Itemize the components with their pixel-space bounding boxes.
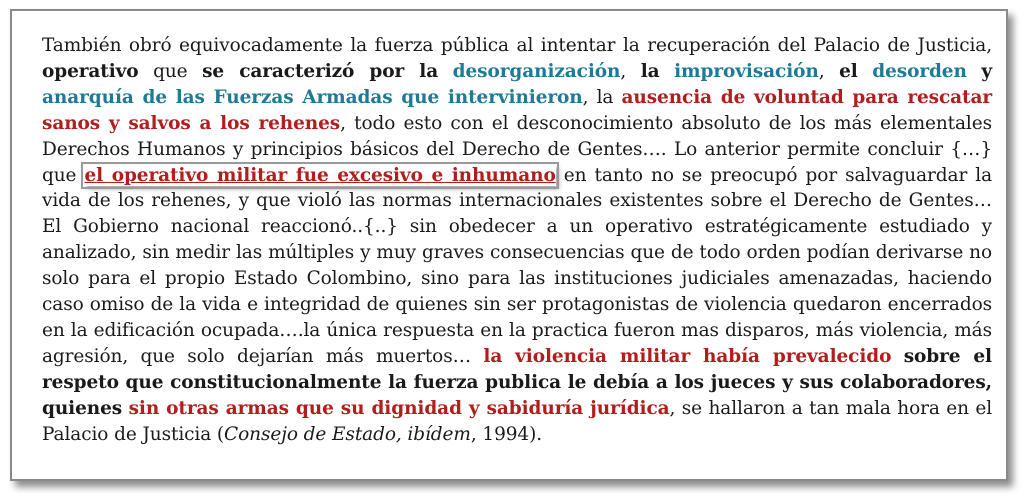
emphasis-bold: y (981, 60, 993, 82)
quote-text (967, 61, 982, 82)
quote-text: , 1994). (470, 423, 542, 445)
quote-text (891, 346, 903, 367)
quote-text (438, 61, 453, 82)
emphasis-bold: se caracterizó por la (202, 60, 439, 82)
quote-text: , todo esto con el desconocimiento absoluto de los más elementales Derechos Humanos y principios básicos del Derecho de Gentes…. Lo anterior permite concluir {…} que (42, 112, 992, 186)
quote-text: También obró equivocadamente la fuerza pública al intentar la recuperación del Palacio de Justicia, (42, 35, 992, 56)
quote-frame (10, 9, 1008, 481)
quote-text (660, 61, 675, 82)
quote-paragraph (42, 33, 992, 448)
quote-text: , se hallaron a tan mala hora en el Palacio de Justicia ( (42, 397, 993, 445)
quote-text (858, 61, 873, 82)
quote-text: , (818, 60, 840, 82)
highlight-teal: desorganización (452, 60, 621, 82)
quote-text: , (620, 60, 641, 82)
highlight-teal: desorden (872, 60, 967, 82)
quote-text: , la (582, 86, 622, 108)
highlight-red: ausencia de voluntad para rescatar sanos y salvos a los rehenes (42, 86, 993, 134)
citation-source: Consejo de Estado, ibídem (224, 423, 471, 445)
highlight-red: la violencia militar había prevalecido (483, 345, 892, 367)
highlight-red: sin otras armas que su dignidad y sabiduría jurídica (128, 397, 670, 419)
boxed-highlight: el operativo militar fue excesivo e inhumano (84, 164, 556, 186)
emphasis-bold: el (839, 60, 858, 82)
quote-text: en tanto no se preocupó por salvaguardar la vida de los rehenes, y que violó las normas internacionales existentes sobre el Derecho de Gentes… El Gobierno nacional reaccionó..{..} sin obedecer a un operativo estratégicamente estudiado y analizado, sin medir las múltiples y muy graves consecuencias que de todo orden podían derivarse no solo para el propio Estado Colombino, sino para las instituciones judiciales amenazadas, haciendo caso omiso de la vida e integridad de quienes sin ser protagonistas de violencia quedaron encerrados en la edificación ocupada….la única respuesta en la practica fueron mas disparos, más violencia, más agresión, que solo dejarían más muertos… (42, 164, 993, 367)
emphasis-bold: la (640, 60, 660, 82)
emphasis-bold: operativo (42, 60, 139, 82)
emphasis-bold: sobre el respeto que constitucionalmente la fuerza publica le debía a los jueces y sus colaboradores, quienes (42, 345, 992, 419)
highlight-teal: anarquía de las Fuerzas Armadas que intervinieron (42, 86, 583, 108)
highlight-teal: improvisación (674, 60, 819, 82)
quote-text: que (138, 60, 203, 82)
